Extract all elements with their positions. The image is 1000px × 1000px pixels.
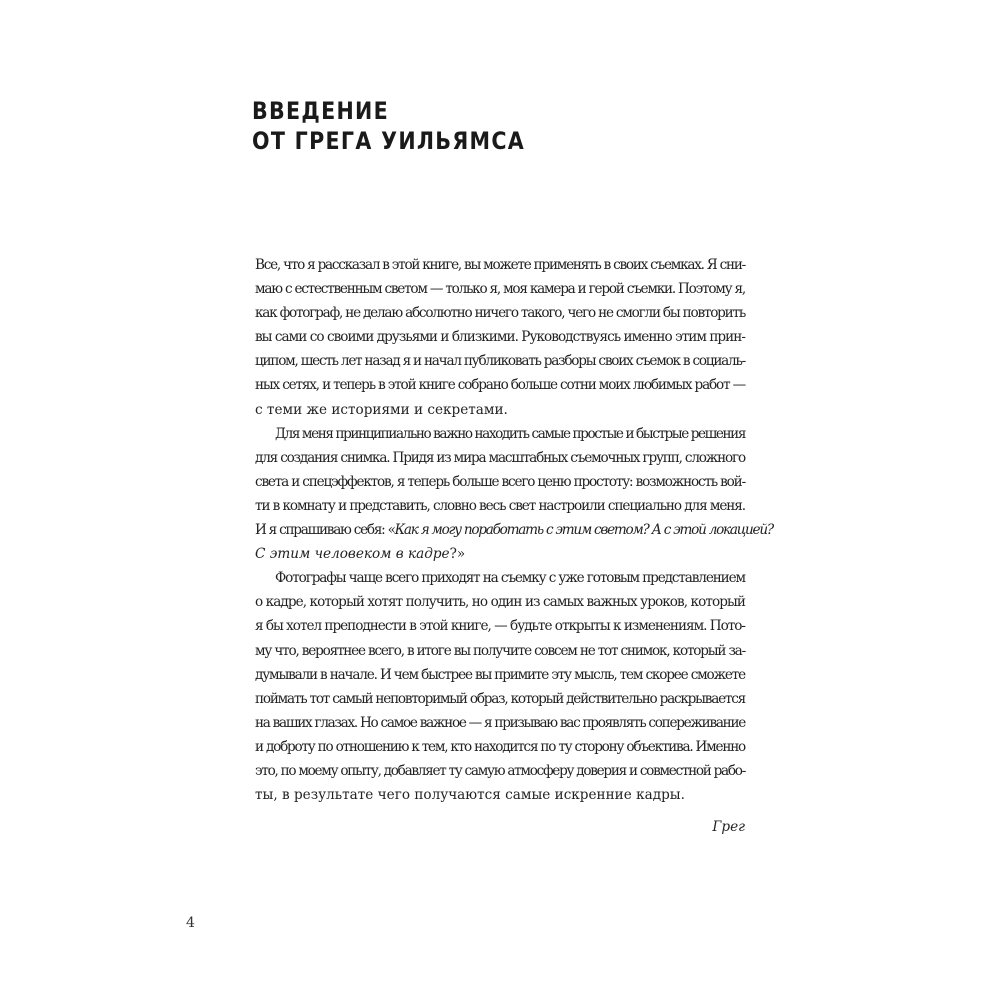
text-line: Фотографы чаще всего приходят на съемку с уже готовым представлением <box>275 570 745 587</box>
text-line: это, по моему опыту, добавляет ту самую атмосферу доверия и совместной рабо- <box>255 762 746 779</box>
text-line: маю с естественным светом — только я, моя камера и герой съемки. Поэтому я, <box>255 281 745 298</box>
chapter-title-line-2: ОТ ГРЕГА УИЛЬЯМСА <box>252 127 526 155</box>
page-number: 4 <box>186 915 195 931</box>
text-line: для создания снимка. Придя из мира масштабных съемочных групп, сложного <box>255 449 745 466</box>
question-suffix: ?» <box>449 546 466 563</box>
text-line: я бы хотел преподнести в этой книге, — будьте открыты к изменениям. Пото- <box>255 618 745 635</box>
signature: Грег <box>712 819 745 836</box>
text-line: думывали в начале. И чем быстрее вы примите эту мысль, тем скорее сможете <box>255 666 746 683</box>
text-line: света и спецэффектов, я теперь больше всего ценю простоту: возможность вой- <box>255 473 745 490</box>
chapter-title <box>252 96 525 156</box>
text-line: вы сами со своими друзьями и близкими. Руководствуясь именно этим прин- <box>255 329 745 346</box>
text-line: ти в комнату и представить, словно весь свет настроили специально для меня. <box>255 497 746 514</box>
chapter-title-line-1: ВВЕДЕНИЕ <box>252 97 390 125</box>
text-line: поймать тот самый неповторимый образ, который действительно раскрывается <box>255 690 745 707</box>
question-text: Как я могу поработать с этим светом? А с этой локацией? <box>394 522 773 539</box>
paragraph-3 <box>255 566 745 807</box>
text-line: и доброту по отношению к тем, кто находится по ту сторону объектива. Именно <box>255 738 746 755</box>
question-prefix: И я спрашиваю себя: « <box>255 522 395 539</box>
question-text-end: С этим человеком в кадре <box>255 546 450 563</box>
text-line: с теми же историями и секретами. <box>255 401 508 418</box>
text-line: ципом, шесть лет назад я и начал публиковать разборы своих съемок в социаль- <box>255 353 745 370</box>
paragraph-2 <box>255 422 773 567</box>
body-text <box>255 253 773 839</box>
text-line: Все, что я рассказал в этой книге, вы можете применять в своих съемках. Я сни- <box>255 257 745 273</box>
text-line: как фотограф, не делаю абсолютно ничего такого, чего не смогли бы повторить <box>255 305 746 322</box>
paragraph-1 <box>255 253 745 422</box>
text-line: на ваших глазах. Но самое важное — я призываю вас проявлять сопереживание <box>255 714 746 731</box>
text-line: му что, вероятнее всего, в итоге вы получите совсем не тот снимок, который за- <box>255 642 745 659</box>
text-line: Для меня принципиально важно находить самые простые и быстрые решения <box>275 425 745 442</box>
text-line: ных сетях, и теперь в этой книге собрано больше сотни моих любимых работ — <box>255 377 746 394</box>
text-line-question <box>255 518 773 542</box>
text-line-question-end <box>255 542 745 566</box>
text-line: ты, в результате чего получаются самые искренние кадры. <box>255 787 685 804</box>
text-line: о кадре, который хотят получить, но один из самых важных уроков, который <box>255 594 746 611</box>
